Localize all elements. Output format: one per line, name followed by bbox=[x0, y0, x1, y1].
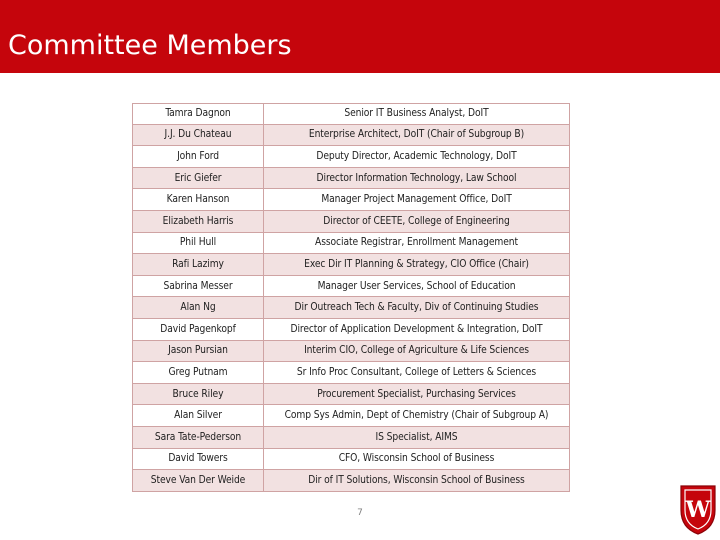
member-role-cell: Director Information Technology, Law School bbox=[264, 168, 570, 190]
member-name-cell: Eric Giefer bbox=[132, 168, 264, 190]
table-row bbox=[132, 168, 570, 190]
committee-members-table bbox=[132, 103, 570, 492]
table-row bbox=[132, 211, 570, 233]
member-name-cell: Karen Hanson bbox=[132, 189, 264, 211]
member-role-cell: Senior IT Business Analyst, DoIT bbox=[264, 103, 570, 125]
member-role-cell: Manager Project Management Office, DoIT bbox=[264, 189, 570, 211]
member-name-cell: Bruce Riley bbox=[132, 384, 264, 406]
table-row bbox=[132, 362, 570, 384]
member-name-cell: Sabrina Messer bbox=[132, 276, 264, 298]
members-table-body bbox=[132, 103, 570, 492]
member-role-cell: Director of Application Development & Integration, DoIT bbox=[264, 319, 570, 341]
member-role-cell: Comp Sys Admin, Dept of Chemistry (Chair of Subgroup A) bbox=[264, 405, 570, 427]
title-bar bbox=[0, 0, 720, 73]
member-name-cell: Greg Putnam bbox=[132, 362, 264, 384]
member-role-cell: Dir of IT Solutions, Wisconsin School of Business bbox=[264, 470, 570, 492]
member-name-cell: Alan Silver bbox=[132, 405, 264, 427]
member-name-cell: John Ford bbox=[132, 146, 264, 168]
table-row bbox=[132, 125, 570, 147]
member-role-cell: Exec Dir IT Planning & Strategy, CIO Office (Chair) bbox=[264, 254, 570, 276]
member-role-cell: Deputy Director, Academic Technology, DoIT bbox=[264, 146, 570, 168]
member-role-cell: IS Specialist, AIMS bbox=[264, 427, 570, 449]
table-row bbox=[132, 146, 570, 168]
table-row bbox=[132, 233, 570, 255]
member-role-cell: Enterprise Architect, DoIT (Chair of Subgroup B) bbox=[264, 125, 570, 147]
table-row bbox=[132, 405, 570, 427]
member-role-cell: Procurement Specialist, Purchasing Services bbox=[264, 384, 570, 406]
table-row bbox=[132, 470, 570, 492]
table-row bbox=[132, 319, 570, 341]
table-row bbox=[132, 276, 570, 298]
member-role-cell: CFO, Wisconsin School of Business bbox=[264, 449, 570, 471]
table-row bbox=[132, 254, 570, 276]
member-name-cell: Jason Pursian bbox=[132, 341, 264, 363]
table-row bbox=[132, 103, 570, 125]
member-name-cell: Elizabeth Harris bbox=[132, 211, 264, 233]
member-role-cell: Director of CEETE, College of Engineering bbox=[264, 211, 570, 233]
table-row bbox=[132, 189, 570, 211]
member-name-cell: Sara Tate-Pederson bbox=[132, 427, 264, 449]
member-name-cell: David Pagenkopf bbox=[132, 319, 264, 341]
member-role-cell: Interim CIO, College of Agriculture & Life Sciences bbox=[264, 341, 570, 363]
table-row bbox=[132, 384, 570, 406]
page-number: 7 bbox=[357, 508, 363, 518]
member-role-cell: Sr Info Proc Consultant, College of Letters & Sciences bbox=[264, 362, 570, 384]
member-name-cell: Phil Hull bbox=[132, 233, 264, 255]
member-name-cell: Tamra Dagnon bbox=[132, 103, 264, 125]
member-name-cell: Alan Ng bbox=[132, 297, 264, 319]
member-role-cell: Manager User Services, School of Education bbox=[264, 276, 570, 298]
table-row bbox=[132, 427, 570, 449]
member-name-cell: David Towers bbox=[132, 449, 264, 471]
member-name-cell: J.J. Du Chateau bbox=[132, 125, 264, 147]
member-name-cell: Rafi Lazimy bbox=[132, 254, 264, 276]
table-row bbox=[132, 297, 570, 319]
member-role-cell: Dir Outreach Tech & Faculty, Div of Continuing Studies bbox=[264, 297, 570, 319]
member-name-cell: Steve Van Der Weide bbox=[132, 470, 264, 492]
table-row bbox=[132, 449, 570, 471]
uw-crest-icon bbox=[678, 480, 718, 536]
slide-title: Committee Members bbox=[8, 30, 292, 61]
table-row bbox=[132, 341, 570, 363]
crest-letter: W bbox=[685, 497, 711, 523]
member-role-cell: Associate Registrar, Enrollment Management bbox=[264, 233, 570, 255]
